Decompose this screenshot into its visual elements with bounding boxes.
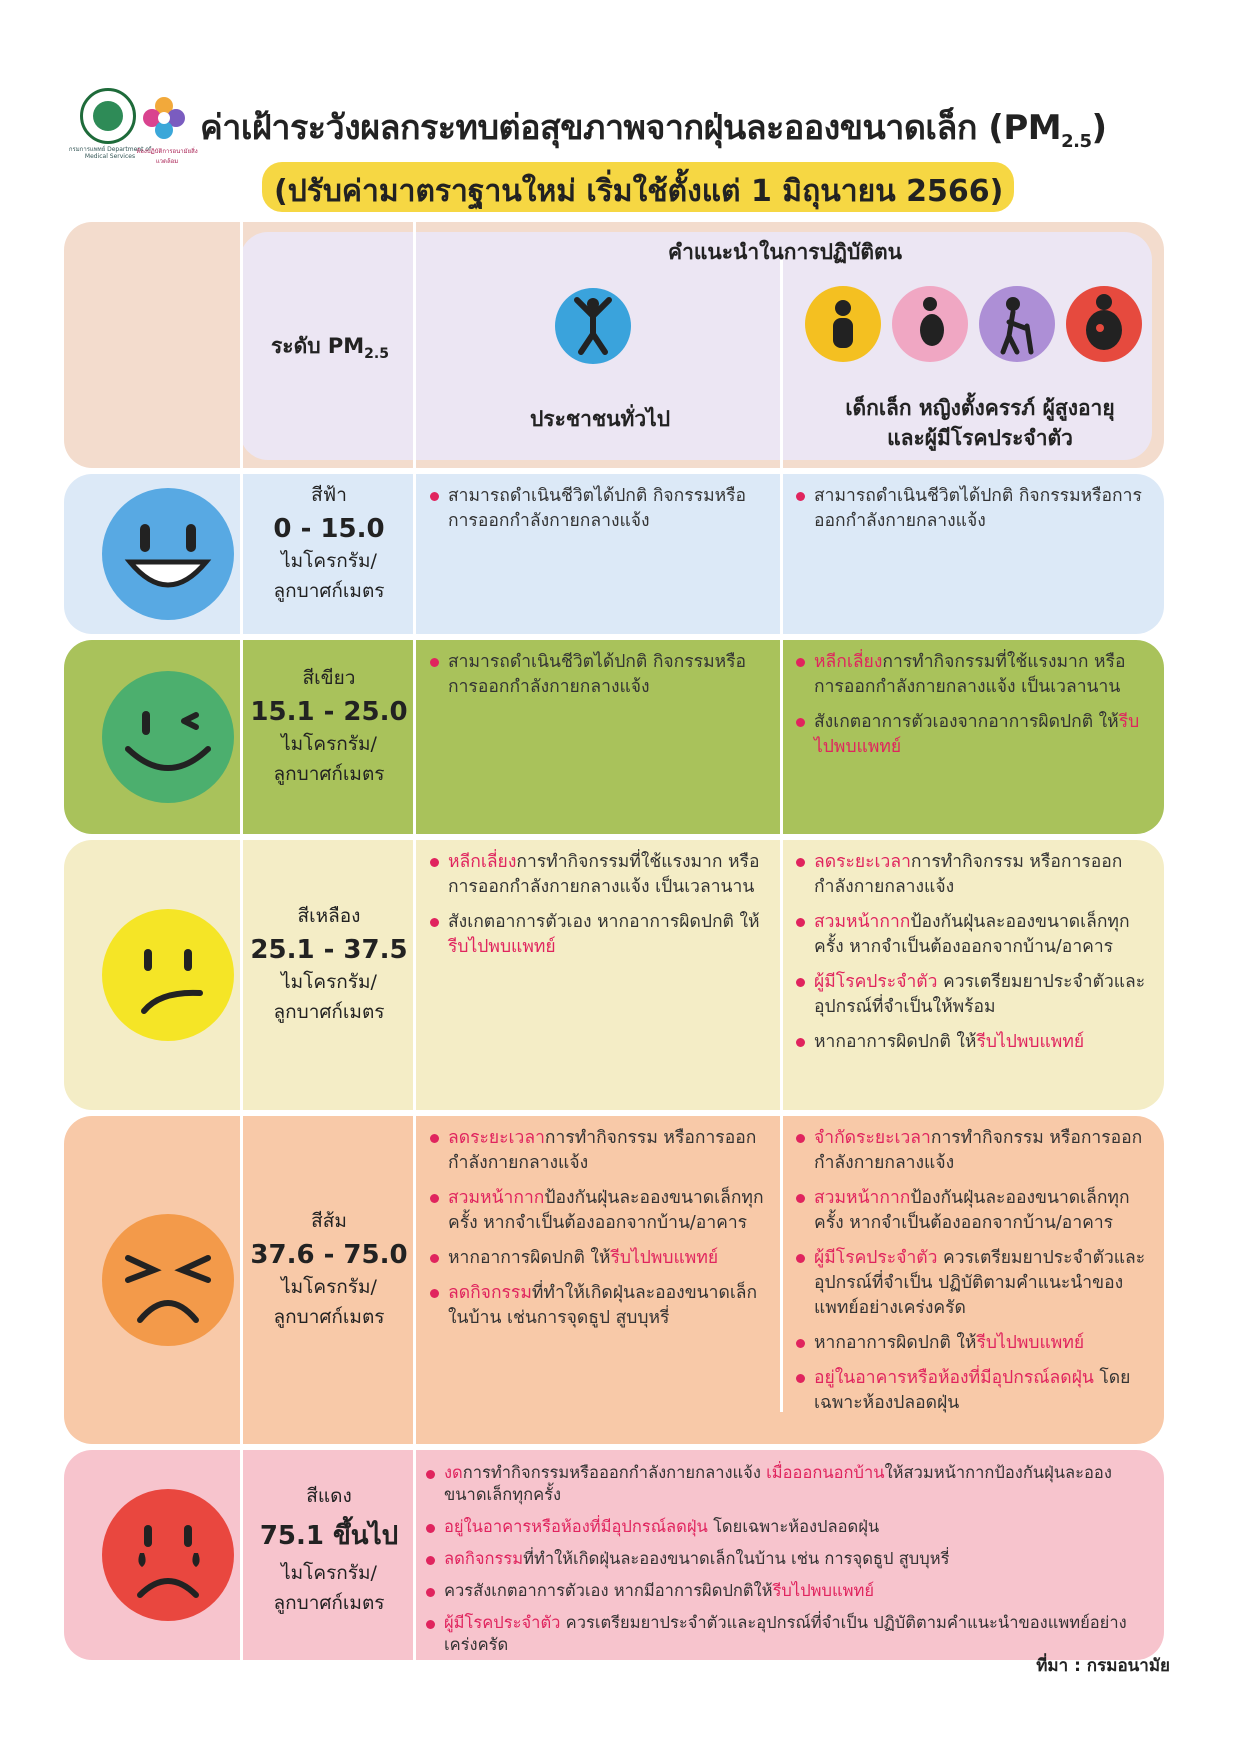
level-unit: ไมโครกรัม/ [281,550,377,572]
level-unit: ลูกบาศก์เมตร [273,1306,385,1328]
level-color-name: สีเขียว [302,667,356,689]
level-color-name: สีแดง [306,1485,352,1507]
advice-item: สวมหน้ากากป้องกันฝุ่นละอองขนาดเล็กทุกครั้ง หากจำเป็นต้องออกจากบ้าน/อาคาร [796,1186,1146,1236]
advice-item: สามารถดำเนินชีวิตได้ปกติ กิจกรรมหรือการออกกำลังกายกลางแจ้ง [796,484,1146,534]
level-info [244,901,414,1027]
level-unit: ไมโครกรัม/ [281,733,377,755]
level-unit: ไมโครกรัม/ [281,971,377,993]
advice-item: ลดระยะเวลาการทำกิจกรรม หรือการออกกำลังกายกลางแจ้ง [430,1126,765,1176]
meh-face-icon [100,907,236,1043]
advice-item: อยู่ในอาคารหรือห้องที่มีอุปกรณ์ลดฝุ่น โดยเฉพาะห้องปลอดฝุ่น [796,1366,1146,1416]
level-color-name: สีส้ม [311,1210,347,1232]
flower-logo-caption: ห้องปฏิบัติการอนามัยสิ่งแวดล้อม [136,148,198,165]
advice-item: หลีกเลี่ยงการทำกิจกรรมที่ใช้แรงมาก หรือการออกกำลังกายกลางแจ้ง เป็นเวลานาน [796,650,1146,700]
page-subtitle: (ปรับค่ามาตราฐานใหม่ เริ่มใช้ตั้งแต่ 1 มิถุนายน 2566) [274,174,1004,209]
level-unit: ลูกบาศก์เมตร [273,763,385,785]
cry-face-icon [100,1487,236,1623]
source-note: ที่มา : กรมอนามัย [1036,1656,1170,1676]
level-unit: ลูกบาศก์เมตร [273,1592,385,1614]
flower-logo-icon [138,92,190,144]
level-header: ระดับ $PM_{2.5}$ [271,334,389,363]
advice-item: สามารถดำเนินชีวิตได้ปกติ กิจกรรมหรือการออกกำลังกายกลางแจ้ง [430,650,765,700]
advice-item: ลดระยะเวลาการทำกิจกรรม หรือการออกกำลังกายกลางแจ้ง [796,850,1146,900]
level-range: 15.1 - 25.0 [250,697,408,727]
level-info [244,1481,414,1618]
advice-item: จำกัดระยะเวลาการทำกิจกรรม หรือการออกกำลังกายกลางแจ้ง [796,1126,1146,1176]
level-unit: ไมโครกรัม/ [281,1562,377,1584]
level-range: 25.1 - 37.5 [250,935,408,965]
advice-item: อยู่ในอาคารหรือห้องที่มีอุปกรณ์ลดฝุ่น โดยเฉพาะห้องปลอดฝุ่น [426,1516,1146,1538]
advice-item: ผู้มีโรคประจำตัว ควรเตรียมยาประจำตัวและอุปกรณ์ที่จำเป็น ปฏิบัติตามคำแนะนำของแพทย์อย่างเคร่งครัด [796,1246,1146,1321]
level-unit: ลูกบาศก์เมตร [273,580,385,602]
advice-general [430,650,765,710]
department-logo-caption: กรมการแพทย์ Department of Medical Services [68,146,152,160]
advice-risk-group [796,650,1146,770]
advice-item: หลีกเลี่ยงการทำกิจกรรมที่ใช้แรงมาก หรือการออกกำลังกายกลางแจ้ง เป็นเวลานาน [430,850,765,900]
department-logo [80,88,136,144]
advice-title: คำแนะนำในการปฏิบัติตน [668,240,902,264]
smile-face-icon [100,669,236,805]
level-color-name: สีฟ้า [311,484,347,506]
advice-item: สังเกตอาการตัวเองจากอาการผิดปกติ ให้รีบไปพบแพทย์ [796,710,1146,760]
advice-item: สามารถดำเนินชีวิตได้ปกติ กิจกรรมหรือการออกกำลังกายกลางแจ้ง [430,484,765,534]
advice-item: สวมหน้ากากป้องกันฝุ่นละอองขนาดเล็กทุกครั้ง หากจำเป็นต้องออกจากบ้าน/อาคาร [430,1186,765,1236]
advice-general [430,1126,765,1341]
advice-item: หากอาการผิดปกติ ให้รีบไปพบแพทย์ [796,1331,1146,1356]
risk-group-label: เด็กเล็ก หญิงตั้งครรภ์ ผู้สูงอายุ และผู้มีโรคประจำตัว [845,396,1115,450]
person-jumping-icon [553,286,633,366]
advice-item: หากอาการผิดปกติ ให้รีบไปพบแพทย์ [430,1246,765,1271]
grid-line-1 [240,222,243,1662]
pregnant-woman-icon [892,286,968,362]
advice-item: ลดกิจกรรมที่ทำให้เกิดฝุ่นละอองขนาดเล็กในบ้าน เช่น การจุดธูป สูบบุหรี่ [426,1548,1146,1570]
patient-icon [1066,286,1142,362]
advice-all [426,1462,1146,1666]
grid-line-2 [413,222,416,1662]
advice-risk-group [796,1126,1146,1426]
advice-risk-group [796,484,1146,544]
level-color-name: สีเหลือง [297,905,361,927]
level-range: 75.1 ขึ้นไป [259,1521,399,1551]
advice-item: งดการทำกิจกรรมหรือออกกำลังกายกลางแจ้ง เมื่อออกนอกบ้านให้สวมหน้ากากป้องกันฝุ่นละอองขนาดเล็กทุกครั้ง [426,1462,1146,1506]
grid-line-3 [780,260,783,1412]
advice-general [430,850,765,970]
advice-item: ผู้มีโรคประจำตัว ควรเตรียมยาประจำตัวและอุปกรณ์ที่จำเป็น ปฏิบัติตามคำแนะนำของแพทย์อย่างเคร่งครัด [426,1612,1146,1656]
angry-face-icon [100,1212,236,1348]
level-info [244,1206,414,1332]
laugh-face-icon [100,486,236,622]
advice-risk-group [796,850,1146,1065]
advice-item: หากอาการผิดปกติ ให้รีบไปพบแพทย์ [796,1030,1146,1055]
level-unit: ไมโครกรัม/ [281,1276,377,1298]
level-info [244,480,414,606]
advice-general [430,484,765,544]
advice-item: สวมหน้ากากป้องกันฝุ่นละอองขนาดเล็กทุกครั้ง หากจำเป็นต้องออกจากบ้าน/อาคาร [796,910,1146,960]
page-title: ค่าเฝ้าระวังผลกระทบต่อสุขภาพจากฝุ่นละอองขนาดเล็ก $(PM_{2.5})$ [200,108,1107,152]
level-info [244,663,414,789]
advice-item: ผู้มีโรคประจำตัว ควรเตรียมยาประจำตัวและอุปกรณ์ที่จำเป็นให้พร้อม [796,970,1146,1020]
level-range: 0 - 15.0 [273,514,385,544]
child-icon [805,286,881,362]
advice-item: ควรสังเกตอาการตัวเอง หากมีอาการผิดปกติให้รีบไปพบแพทย์ [426,1580,1146,1602]
general-public-label: ประชาชนทั่วไป [529,407,671,431]
elderly-icon [979,286,1055,362]
advice-item: สังเกตอาการตัวเอง หากอาการผิดปกติ ให้รีบไปพบแพทย์ [430,910,765,960]
level-range: 37.6 - 75.0 [250,1240,408,1270]
advice-item: ลดกิจกรรมที่ทำให้เกิดฝุ่นละอองขนาดเล็กในบ้าน เช่นการจุดธูป สูบบุหรี่ [430,1281,765,1331]
level-unit: ลูกบาศก์เมตร [273,1001,385,1023]
